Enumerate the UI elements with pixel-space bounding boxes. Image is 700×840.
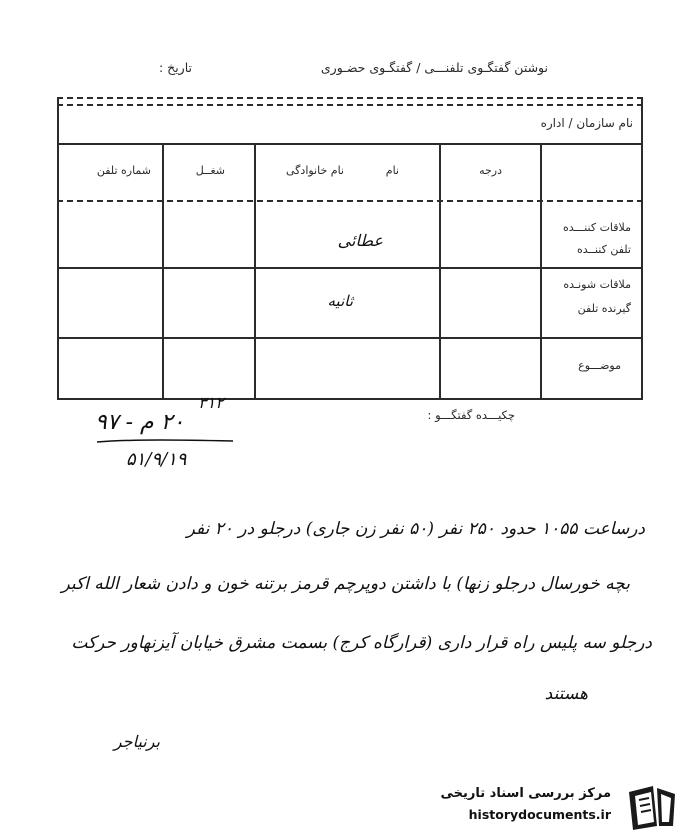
col-header-family-name: نام خانوادگی xyxy=(286,164,344,177)
col-header-phone: شماره تلفن xyxy=(96,164,151,177)
summary-line-4: هستند xyxy=(544,684,588,704)
caller-label-phone: تلفن کننــده xyxy=(577,243,631,256)
table-bottom-border xyxy=(57,398,643,400)
table-second-border xyxy=(57,104,643,106)
summary-line-2: بچه خورسال درجلو زنها) با داشتن دوپرچم قرمز برتنه خون و دادن شعار الله اکبر xyxy=(61,574,630,594)
archive-logo-icon xyxy=(623,782,679,832)
callee-family-name-entry: ثانیه xyxy=(327,292,353,310)
summary-label: چکیـــده گفتگـــو : xyxy=(427,408,515,422)
subject-label: موضـــوع xyxy=(578,359,621,372)
org-row-divider xyxy=(57,143,643,145)
callee-label-receiver: گیرنده تلفن xyxy=(577,302,631,315)
summary-line-3: درجلو سه پلیس راه قرار داری (قرارگاه کرج) بسمت مشرق خیابان آیزنهاور حرکت xyxy=(71,633,652,653)
callee-label-visited: ملاقات شونـده xyxy=(563,278,631,291)
form-title: نوشتن گفتگـوی تلفنـــی / گفتگـوی حضـوری xyxy=(320,60,548,75)
caller-label-visitor: ملاقات کننـــده xyxy=(563,221,631,234)
signature: برنیاجر xyxy=(113,732,160,751)
col-header-rank: درجه xyxy=(479,164,502,177)
watermark-url: historydocuments.ir xyxy=(468,807,611,822)
table-top-border xyxy=(57,97,643,99)
col-header-first-name: نام xyxy=(385,164,399,177)
caller-family-name-entry: عطائی xyxy=(337,231,383,250)
col-divider-job xyxy=(254,144,256,400)
handwritten-date: ۵۱/۹/۱۹ xyxy=(126,449,187,470)
reference-superscript: ۳۱۲ xyxy=(198,393,224,412)
date-label: تاریخ : xyxy=(158,60,192,75)
archive-watermark xyxy=(413,780,683,832)
col-divider-phone xyxy=(162,144,164,400)
conversation-form-table xyxy=(57,97,643,400)
col-divider-name xyxy=(439,144,441,400)
callee-row-divider xyxy=(57,337,643,339)
watermark-name: مرکز بررسی اسناد تاریخی xyxy=(440,786,611,801)
col-header-job: شغــل xyxy=(195,164,225,177)
col-divider-rank xyxy=(540,144,542,400)
summary-line-1: درساعت ۱۰۵۵ حدود ۲۵۰ نفر (۵۰ نفر زن جاری) درجلو در ۲۰ نفر xyxy=(186,519,645,539)
caller-row-divider xyxy=(57,267,643,269)
reference-underline xyxy=(95,436,235,446)
reference-number: ۲۰ م - ۹۷ xyxy=(95,410,185,435)
org-label: نام سازمان / اداره xyxy=(540,116,633,130)
header-row-divider xyxy=(57,200,643,202)
